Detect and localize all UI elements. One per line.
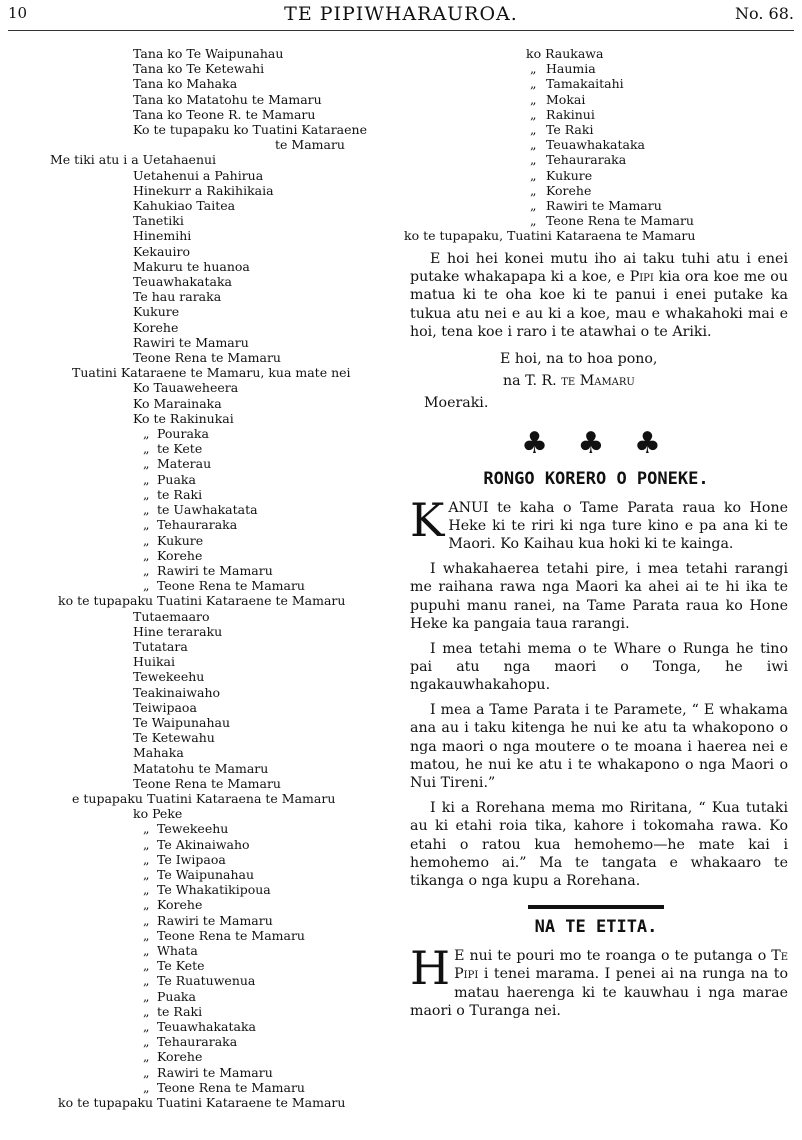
genealogy-line (0, 852, 395, 867)
genealogy-heading-line (0, 365, 395, 380)
genealogy-heading-line (0, 1095, 395, 1110)
genealogy-line (0, 715, 395, 730)
news-paragraph: I mea tetahi mema o te Whare o Runga he tino pai atu nga maori o Tonga, he iwi ngakauwhakahopu. (410, 640, 788, 694)
place-name: Moeraki. (424, 394, 489, 411)
genealogy-line (0, 685, 395, 700)
genealogy-line (0, 776, 395, 791)
ditto-mark: „ (143, 942, 150, 958)
ditto-mark: „ (143, 1049, 150, 1065)
genealogy-line (0, 563, 395, 578)
ditto-mark: „ (143, 547, 150, 563)
genealogy-name: Teone Rena te Mamaru (157, 927, 305, 943)
newspaper-title: TE PIPIWHARAUROA. (284, 3, 518, 25)
genealogy-line (0, 198, 395, 213)
right-column (400, 46, 792, 1026)
genealogy-name: Hinemihi (133, 228, 192, 244)
ditto-mark: „ (143, 517, 150, 533)
ditto-mark: „ (530, 137, 537, 153)
page-number: 10 (8, 4, 28, 22)
ditto-mark: „ (143, 897, 150, 913)
genealogy-line (400, 122, 792, 137)
signature-surname: te Mamaru (561, 372, 635, 389)
genealogy-name: Tamakaitahi (546, 76, 624, 92)
ditto-mark: „ (143, 426, 150, 442)
ditto-mark: „ (530, 76, 537, 92)
ditto-mark: „ (143, 471, 150, 487)
genealogy-name: Makuru te huanoa (133, 258, 250, 274)
genealogy-line (0, 244, 395, 259)
genealogy-line (0, 396, 395, 411)
issue-number: No. 68. (735, 4, 794, 23)
genealogy-name: Te Raki (546, 122, 594, 138)
genealogy-name: Tanetiki (133, 213, 184, 229)
genealogy-line (0, 1004, 395, 1019)
ditto-mark: „ (143, 1019, 150, 1034)
genealogy-name: Matatohu te Mamaru (133, 760, 269, 776)
section-heading-na-te-etita: NA TE ETITA. (534, 916, 658, 937)
genealogy-line (0, 943, 395, 958)
genealogy-line (400, 46, 792, 61)
genealogy-line (0, 183, 395, 198)
genealogy-line (400, 152, 792, 167)
genealogy-name: Te Waipunahau (133, 714, 231, 730)
genealogy-name: Hine teraraku (133, 623, 223, 639)
genealogy-name: Korehe (546, 182, 592, 198)
genealogy-name: Te Ketewahu (133, 730, 215, 746)
genealogy-line (0, 973, 395, 988)
ditto-mark: „ (143, 1034, 150, 1050)
genealogy-name: Mokai (546, 91, 586, 107)
ditto-mark: „ (143, 958, 150, 974)
genealogy-name: Rawiri te Mamaru (133, 334, 249, 350)
section-heading-rongo-korero: RONGO KORERO O PONEKE. (483, 468, 709, 489)
genealogy-name: Te hau raraka (133, 289, 222, 305)
genealogy-name: Tana ko Matatohu te Mamaru (133, 91, 322, 107)
ditto-mark: „ (143, 866, 150, 882)
genealogy-name: Kahukiao Taitea (133, 198, 236, 214)
genealogy-name: Korehe (157, 897, 203, 913)
ditto-mark: „ (143, 927, 150, 943)
rongo-korero-paragraphs (400, 560, 792, 891)
genealogy-line (0, 107, 395, 122)
genealogy-line (0, 913, 395, 928)
genealogy-name: Te Waipunahau (157, 866, 255, 882)
ditto-mark: „ (143, 456, 150, 472)
sign-off: E hoi, na to hoa pono, (500, 350, 658, 367)
genealogy-name: ko te tupapaku Tuatini Kataraene te Mamaru (58, 1095, 346, 1111)
ditto-mark: „ (530, 167, 537, 183)
genealogy-name: Teakinaiwaho (133, 684, 221, 700)
section-divider-rule (528, 905, 664, 909)
genealogy-name: Te Kete (157, 958, 205, 974)
genealogy-line (0, 335, 395, 350)
editor-text-after: i tenei marama. I penei ai na runga na to matau haerenga ki te kauwhau i nga marae maori o Turanga nei. (410, 966, 788, 1020)
genealogy-name: Teone Rena te Mamaru (157, 1079, 305, 1095)
ditto-mark: „ (530, 91, 537, 107)
ditto-mark: „ (143, 578, 150, 594)
genealogy-name: te Raki (157, 1003, 203, 1019)
genealogy-name: Ko Marainaka (133, 395, 222, 411)
genealogy-name: Korehe (157, 1049, 203, 1065)
ditto-mark: „ (143, 988, 150, 1004)
genealogy-heading-line (0, 791, 395, 806)
genealogy-line (0, 517, 395, 532)
genealogy-name: Teone Rena te Mamaru (157, 578, 305, 594)
editor-te-pipi: Te Pipi (454, 947, 788, 983)
genealogy-line (0, 1080, 395, 1095)
page-header (0, 0, 802, 36)
genealogy-name: Teone Rena te Mamaru (546, 213, 694, 229)
ditto-mark: „ (530, 213, 537, 229)
genealogy-line (0, 533, 395, 548)
genealogy-line (0, 1034, 395, 1049)
genealogy-name: Mahaka (133, 745, 184, 761)
genealogy-name: te Uawhakatata (157, 502, 258, 518)
genealogy-line (0, 669, 395, 684)
genealogy-line (400, 198, 792, 213)
genealogy-line (0, 989, 395, 1004)
letter-text-before: E hoi hei konei mutu iho ai taku tuhi atu i enei putake whakapapa ki a koe, e (410, 250, 788, 286)
news-paragraph: I mea a Tame Parata i te Paramete, “ E whakama ana au i taku kitenga he nui ke atu ta whakopono o nga maori o nga moutere o te moana i haerea nei e matou, he nui ke atu i te whakapono o nga Maori o Nui Tireni.” (410, 701, 788, 792)
genealogy-line (0, 700, 395, 715)
genealogy-name: Tana ko Teone R. te Mamaru (133, 106, 316, 122)
ditto-mark: „ (143, 836, 150, 852)
genealogy-name: Teone Rena te Mamaru (133, 350, 281, 366)
genealogy-line (0, 426, 395, 441)
genealogy-line (0, 380, 395, 395)
ditto-mark: „ (143, 912, 150, 928)
genealogy-heading-line (400, 228, 792, 243)
genealogy-name: Tehauraraka (546, 152, 627, 168)
genealogy-name: Puaka (157, 988, 196, 1004)
genealogy-name: Materau (157, 456, 212, 472)
genealogy-name: Te Akinaiwaho (157, 836, 250, 852)
genealogy-line (0, 304, 395, 319)
genealogy-line (0, 122, 395, 137)
genealogy-line (400, 137, 792, 152)
ditto-mark: „ (143, 1079, 150, 1095)
genealogy-name: ko Peke (133, 806, 183, 822)
genealogy-line (0, 213, 395, 228)
genealogy-line (0, 1019, 395, 1034)
genealogy-name: Huikai (133, 654, 175, 670)
letter-pipi-name: Pipi (629, 269, 654, 286)
genealogy-heading-line (0, 593, 395, 608)
genealogy-line (0, 837, 395, 852)
editor-note-paragraph (400, 940, 792, 1021)
genealogy-name: ko te tupapaku Tuatini Kataraene te Mamaru (58, 593, 346, 609)
genealogy-line (400, 61, 792, 76)
genealogy-line (400, 107, 792, 122)
genealogy-name: Teiwipaoa (133, 699, 197, 715)
genealogy-line (0, 578, 395, 593)
genealogy-line (0, 897, 395, 912)
genealogy-name: Rawiri te Mamaru (157, 912, 273, 928)
clubs-ornament-icon: ♣ ♣ ♣ (521, 425, 671, 461)
genealogy-name: e tupapaku Tuatini Kataraena te Mamaru (72, 790, 336, 806)
genealogy-line (0, 806, 395, 821)
genealogy-line (0, 456, 395, 471)
ditto-mark: „ (530, 182, 537, 198)
genealogy-line (0, 867, 395, 882)
genealogy-name: Teuawhakataka (133, 274, 232, 290)
genealogy-name: Te Whakatikipoua (157, 882, 271, 898)
ditto-mark: „ (143, 441, 150, 457)
first-paragraph-text: ANUI te kaha o Tame Parata raua ko Hone Heke ki te riri ki nga ture kino e pa ana ki te Maori. Ko Kaihau kua hoki ki te kainga. (448, 499, 788, 553)
dropcap-k: K (410, 492, 445, 547)
genealogy-line (0, 624, 395, 639)
genealogy-line (0, 274, 395, 289)
editor-text-before: E nui te pouri mo te roanga o te putanga o (454, 947, 767, 964)
ditto-mark: „ (143, 486, 150, 502)
genealogy-name: Tutatara (133, 638, 188, 654)
genealogy-line (0, 350, 395, 365)
signature (400, 370, 792, 392)
genealogy-name: Korehe (157, 547, 203, 563)
genealogy-name: Kukure (546, 167, 593, 183)
genealogy-name: Tewekeehu (157, 821, 229, 837)
genealogy-name: Ko Tauaweheera (133, 380, 239, 396)
genealogy-line (0, 730, 395, 745)
genealogy-name: Kukure (133, 304, 180, 320)
ditto-mark: „ (530, 152, 537, 168)
ditto-mark: „ (143, 882, 150, 898)
genealogy-name: Tutaemaaro (133, 608, 210, 624)
rongo-korero-first-paragraph (400, 492, 792, 554)
genealogy-line (0, 761, 395, 776)
genealogy-line (0, 441, 395, 456)
genealogy-line (0, 228, 395, 243)
genealogy-line (0, 609, 395, 624)
genealogy-name: Te Iwipaoa (157, 851, 226, 867)
genealogy-name: Kukure (157, 532, 204, 548)
ditto-mark: „ (143, 821, 150, 837)
genealogy-line (0, 1065, 395, 1080)
genealogy-name: Tana ko Te Ketewahi (133, 61, 265, 77)
ditto-mark: „ (143, 851, 150, 867)
ditto-mark: „ (143, 1003, 150, 1019)
genealogy-name: Tehauraraka (157, 1034, 238, 1050)
genealogy-line (0, 472, 395, 487)
genealogy-line (0, 61, 395, 76)
ditto-mark: „ (530, 198, 537, 214)
genealogy-name: Me tiki atu i a Uetahaenui (50, 152, 217, 168)
genealogy-line (0, 882, 395, 897)
genealogy-name: Haumia (546, 61, 596, 77)
genealogy-name: Pouraka (157, 426, 209, 442)
genealogy-line (400, 183, 792, 198)
genealogy-name: te Mamaru (275, 137, 345, 153)
genealogy-line (0, 289, 395, 304)
letter-text-after: kia ora koe me ou matua ki te oha koe ki te panui i enei putake ka tukua atu nei e au ki a koe, mau e whakahoki mai e hoi, tena koe i raro i te atawhai o te Ariki. (410, 269, 788, 341)
genealogy-line (400, 213, 792, 228)
genealogy-name: Teuawhakataka (546, 137, 645, 153)
genealogy-name: Uetahenui a Pahirua (133, 167, 264, 183)
genealogy-line (0, 821, 395, 836)
genealogy-name: Tana ko Te Waipunahau (133, 46, 284, 61)
genealogy-line (400, 168, 792, 183)
genealogy-line (0, 411, 395, 426)
genealogy-line (0, 928, 395, 943)
ditto-mark: „ (143, 973, 150, 989)
ditto-mark: „ (530, 122, 537, 138)
ditto-mark: „ (530, 106, 537, 122)
genealogy-line (0, 502, 395, 517)
genealogy-name: Korehe (133, 319, 179, 335)
genealogy-name: Tewekeehu (133, 669, 205, 685)
genealogy-name: Teone Rena te Mamaru (133, 775, 281, 791)
signature-initials: na T. R. (503, 372, 557, 389)
genealogy-line (0, 168, 395, 183)
genealogy-line (0, 548, 395, 563)
genealogy-line (400, 92, 792, 107)
genealogy-name: Rawiri te Mamaru (546, 198, 662, 214)
genealogy-name: te Raki (157, 486, 203, 502)
genealogy-line (0, 958, 395, 973)
genealogy-line (400, 76, 792, 91)
header-rule (8, 30, 794, 31)
genealogy-name: ko Raukawa (526, 46, 604, 61)
genealogy-name: Rawiri te Mamaru (157, 1064, 273, 1080)
genealogy-line (0, 46, 395, 61)
genealogy-line (0, 487, 395, 502)
genealogy-heading-line (0, 152, 395, 167)
genealogy-name: Tuatini Kataraene te Mamaru, kua mate nei (72, 365, 351, 381)
genealogy-name: Te Ruatuwenua (157, 973, 256, 989)
genealogy-line (0, 92, 395, 107)
letter-closing-paragraph (400, 250, 792, 342)
genealogy-name: ko te tupapaku, Tuatini Kataraena te Mamaru (404, 228, 696, 244)
news-paragraph: I ki a Rorehana mema mo Riritana, “ Kua tutaki au ki etahi roia tika, kahore i tokomaha rawa. Ko etahi o ratou kua hemohemo—he mate kai i hemohemo ai.” Ma te tangata e whakaaro te tikanga o nga kupu a Rorehana. (410, 799, 788, 890)
left-column-genealogy (0, 46, 395, 1110)
genealogy-name: Whata (157, 942, 198, 958)
genealogy-name: Tehauraraka (157, 517, 238, 533)
dropcap-h: H (410, 940, 451, 995)
genealogy-name: Ko te tupapaku ko Tuatini Kataraene (133, 122, 367, 138)
genealogy-name: Ko te Rakinukai (133, 410, 234, 426)
genealogy-line (0, 76, 395, 91)
genealogy-name: te Kete (157, 441, 203, 457)
ditto-mark: „ (143, 1064, 150, 1080)
raukawa-genealogy (400, 46, 792, 244)
ditto-mark: „ (143, 502, 150, 518)
genealogy-line (0, 259, 395, 274)
genealogy-name: Kekauiro (133, 243, 190, 259)
genealogy-name: Teuawhakataka (157, 1019, 256, 1034)
genealogy-line-continuation (0, 137, 395, 152)
genealogy-line (0, 745, 395, 760)
genealogy-name: Rakinui (546, 106, 595, 122)
genealogy-name: Hinekurr a Rakihikaia (133, 182, 274, 198)
genealogy-name: Rawiri te Mamaru (157, 562, 273, 578)
genealogy-line (0, 1049, 395, 1064)
genealogy-name: Tana ko Mahaka (133, 76, 238, 92)
genealogy-line (0, 320, 395, 335)
genealogy-name: Puaka (157, 471, 196, 487)
ditto-mark: „ (530, 61, 537, 77)
ditto-mark: „ (143, 532, 150, 548)
genealogy-line (0, 639, 395, 654)
genealogy-line (0, 654, 395, 669)
news-paragraph: I whakahaerea tetahi pire, i mea tetahi rarangi me raihana rawa nga Maori ka ahei ai te hi ika te pupuhi manu ranei, na Tame Parata raua ko Hone Heke ka pangaia taua rarangi. (410, 560, 788, 633)
ditto-mark: „ (143, 562, 150, 578)
